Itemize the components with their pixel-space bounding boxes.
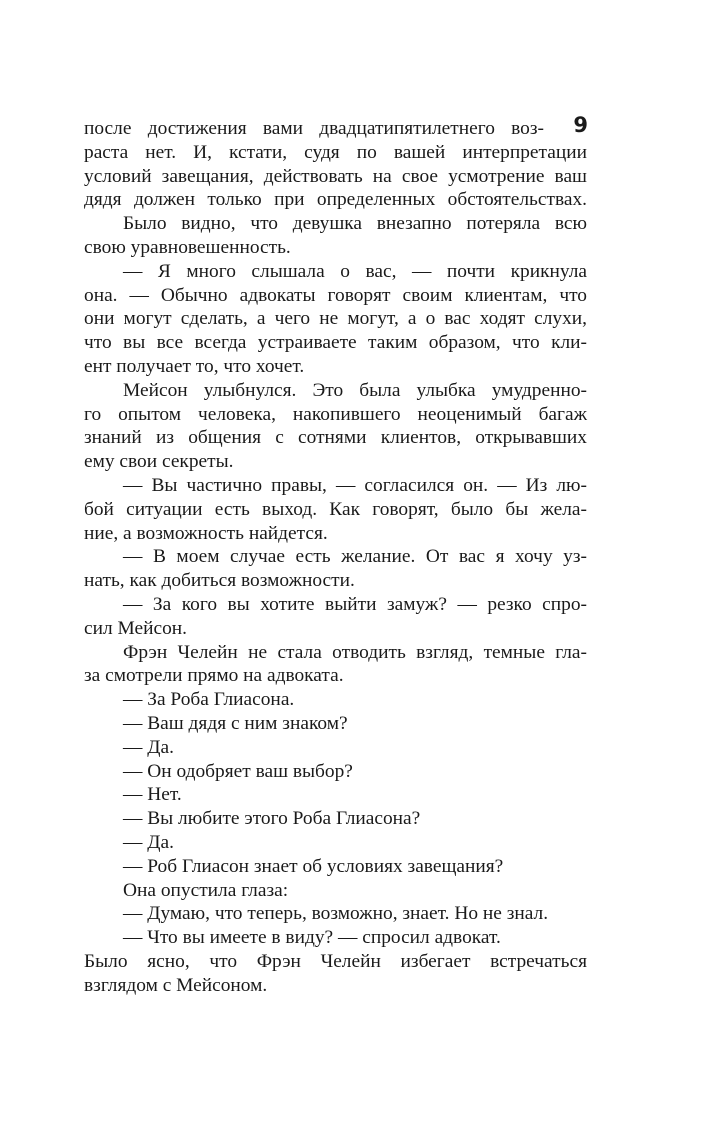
text-line: — Я много слышала о вас, — почти крикнула <box>123 260 587 282</box>
text-line: — Что вы имеете в виду? — спросил адвокат. <box>123 927 501 949</box>
text-line: ние, а возможность найдется. <box>84 522 328 544</box>
text-line: — Вы любите этого Роба Глиасона? <box>123 808 421 830</box>
text-line: нать, как добиться возможности. <box>84 570 355 592</box>
text-line: ему свои секреты. <box>84 451 234 473</box>
text-line: Мейсон улыбнулся. Это была улыбка умудренно- <box>123 379 587 401</box>
text-line: — За кого вы хотите выйти замуж? — резко спро- <box>123 593 587 615</box>
text-line: — За Роба Глиасона. <box>123 689 295 711</box>
text-line: взглядом с Мейсоном. <box>84 974 268 996</box>
text-line: дядя должен только при определенных обстоятельствах. <box>84 189 587 211</box>
text-line: ент получает то, что хочет. <box>84 355 305 377</box>
text-line: — Он одобряет ваш выбор? <box>123 760 353 782</box>
text-line: — В моем случае есть желание. От вас я хочу уз- <box>123 546 587 568</box>
text-line: свою уравновешенность. <box>84 236 291 258</box>
text-line: Было видно, что девушка внезапно потеряла всю <box>123 213 587 235</box>
text-line: за смотрели прямо на адвоката. <box>84 665 344 687</box>
text-line: — Роб Глиасон знает об условиях завещания? <box>123 855 504 877</box>
page-number: 9 <box>573 113 588 137</box>
text-line: — Да. <box>123 831 174 853</box>
text-line: сил Мейсон. <box>84 617 188 639</box>
text-line: Было ясно, что Фрэн Челейн избегает встречаться <box>84 950 587 972</box>
text-line: — Думаю, что теперь, возможно, знает. Но не знал. <box>123 903 549 925</box>
text-line: го опытом человека, накопившего неоценимый багаж <box>84 403 587 425</box>
text-line: раста нет. И, кстати, судя по вашей интерпретации <box>84 141 587 163</box>
text-line: — Вы частично правы, — согласился он. — Из лю- <box>123 474 587 496</box>
text-line: знаний из общения с сотнями клиентов, открывавших <box>84 427 587 449</box>
text-line: она. — Обычно адвокаты говорят своим клиентам, что <box>84 284 587 306</box>
text-line: Фрэн Челейн не стала отводить взгляд, темные гла- <box>123 641 587 663</box>
text-line: Она опустила глаза: <box>123 879 289 901</box>
body-text <box>84 117 587 997</box>
text-line: — Ваш дядя с ним знаком? <box>123 712 348 734</box>
text-line: — Нет. <box>123 784 182 806</box>
text-line: условий завещания, действовать на свое усмотрение ваш <box>84 165 587 187</box>
text-line: бой ситуации есть выход. Как говорят, было бы жела- <box>84 498 587 520</box>
text-line: — Да. <box>123 736 174 758</box>
text-line: после достижения вами двадцатипятилетнего воз- <box>84 118 544 139</box>
text-line: что вы все всегда устраиваете таким образом, что кли- <box>84 332 587 354</box>
text-line: они могут сделать, а чего не могут, а о вас ходят слухи, <box>84 308 587 330</box>
